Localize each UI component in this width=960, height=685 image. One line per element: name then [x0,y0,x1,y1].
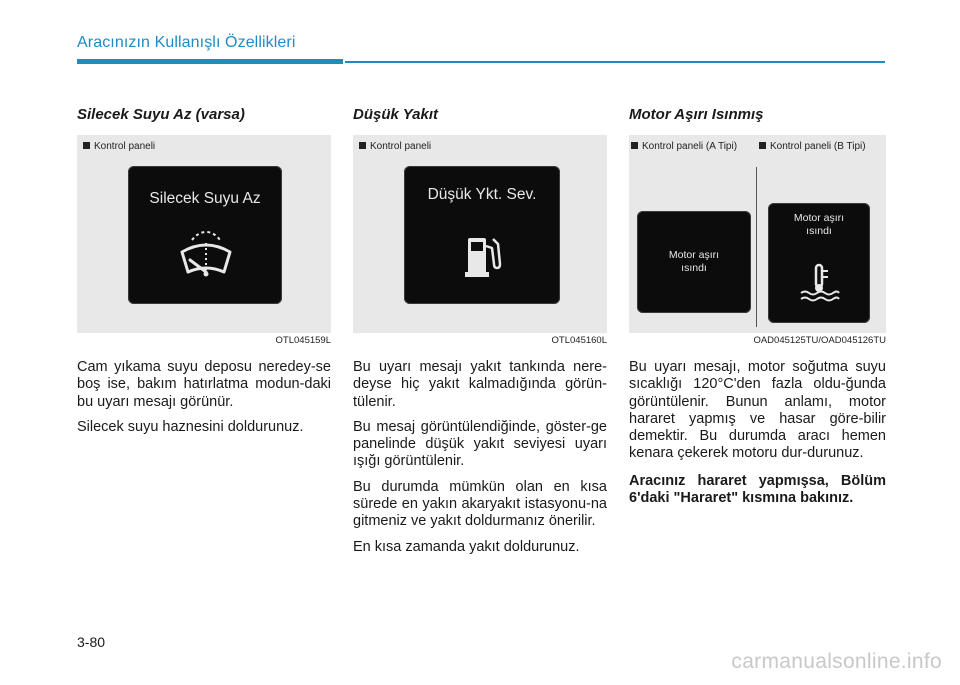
panel-label: Kontrol paneli [83,141,155,152]
paragraph: Bu uyarı mesajı yakıt tankında nere-deyse hiç yakıt kalmadığında görün-tülenir. [353,359,607,410]
bullet-square-icon [359,142,366,149]
section-washer-fluid [77,106,331,444]
paragraph: Bu uyarı mesajı, motor soğutma suyu sıcaklığı 120°C'den fazla oldu-ğunda görüntülenir. Bunun anlamı, motor hararet yapmış ve hasar göre-bilir demektir. Bu durumda aracı hemen kenara çekerek motoru dur-durunuz. [629,359,886,462]
section-title: Düşük Yakıt [353,106,439,123]
header-bar-thick [77,59,343,64]
screen-message: Düşük Ykt. Sev. [427,186,537,203]
panel-label: Kontrol paneli [359,141,431,152]
figure-divider [756,167,757,327]
screen-message: Silecek Suyu Az [149,190,261,207]
header-title: Aracınızın Kullanışlı Özellikleri [77,34,296,51]
screen-message-line2: ısındı [681,262,707,274]
figure-panel [77,135,331,333]
section-title: Motor Aşırı Isınmış [629,106,764,123]
image-code: OTL045159L [275,335,331,346]
bullet-square-icon [631,142,638,149]
cluster-screen [128,166,282,304]
bullet-square-icon [759,142,766,149]
screen-message-line1: Motor aşırı [668,249,720,261]
paragraph: Silecek suyu haznesini doldurunuz. [77,418,304,435]
panel-label-a: Kontrol paneli (A Tipi) [631,141,737,152]
body-text [353,359,607,556]
cluster-screen-a [637,211,751,313]
page-number: 3-80 [77,634,106,650]
image-code: OTL045160L [551,335,607,346]
section-title: Silecek Suyu Az (varsa) [77,106,245,123]
body-text [77,359,331,436]
fuel-pump-icon [464,234,502,278]
header-bar-thin [345,61,885,63]
paragraph: Bu mesaj görüntülendiğinde, göster-ge panelinde düşük yakıt seviyesi uyarı ışığı görüntülenir. [353,418,607,470]
image-code: OAD045125TU/OAD045126TU [753,335,886,346]
cluster-screen-b [768,203,870,323]
screen-message-line1: Motor aşırı [793,212,845,224]
cluster-screen [404,166,560,304]
body-text [629,359,886,507]
paragraph: Cam yıkama suyu deposu neredey-se boş ise, bakım hatırlatma modun-daki bu uyarı mesajı görünür. [77,359,331,410]
figure-panel [353,135,607,333]
engine-temperature-icon [798,261,840,303]
paragraph: Bu durumda mümkün olan en kısa sürede en yakın akaryakıt istasyonu-na gitmeniz ve yakıt doldurmanız önerilir. [353,478,607,530]
section-engine-overheat [629,106,886,515]
bullet-square-icon [83,142,90,149]
windshield-washer-icon [178,230,234,280]
watermark: carmanualsonline.info [731,650,942,673]
paragraph: En kısa zamanda yakıt doldurunuz. [353,538,580,555]
figure-panel [629,135,886,333]
bold-paragraph: Aracınız hararet yapmışsa, Bölüm 6'daki "Hararet" kısmına bakınız. [629,472,886,507]
screen-message-line2: ısındı [806,225,832,237]
panel-label-b: Kontrol paneli (B Tipi) [759,141,866,152]
section-low-fuel [353,106,607,564]
